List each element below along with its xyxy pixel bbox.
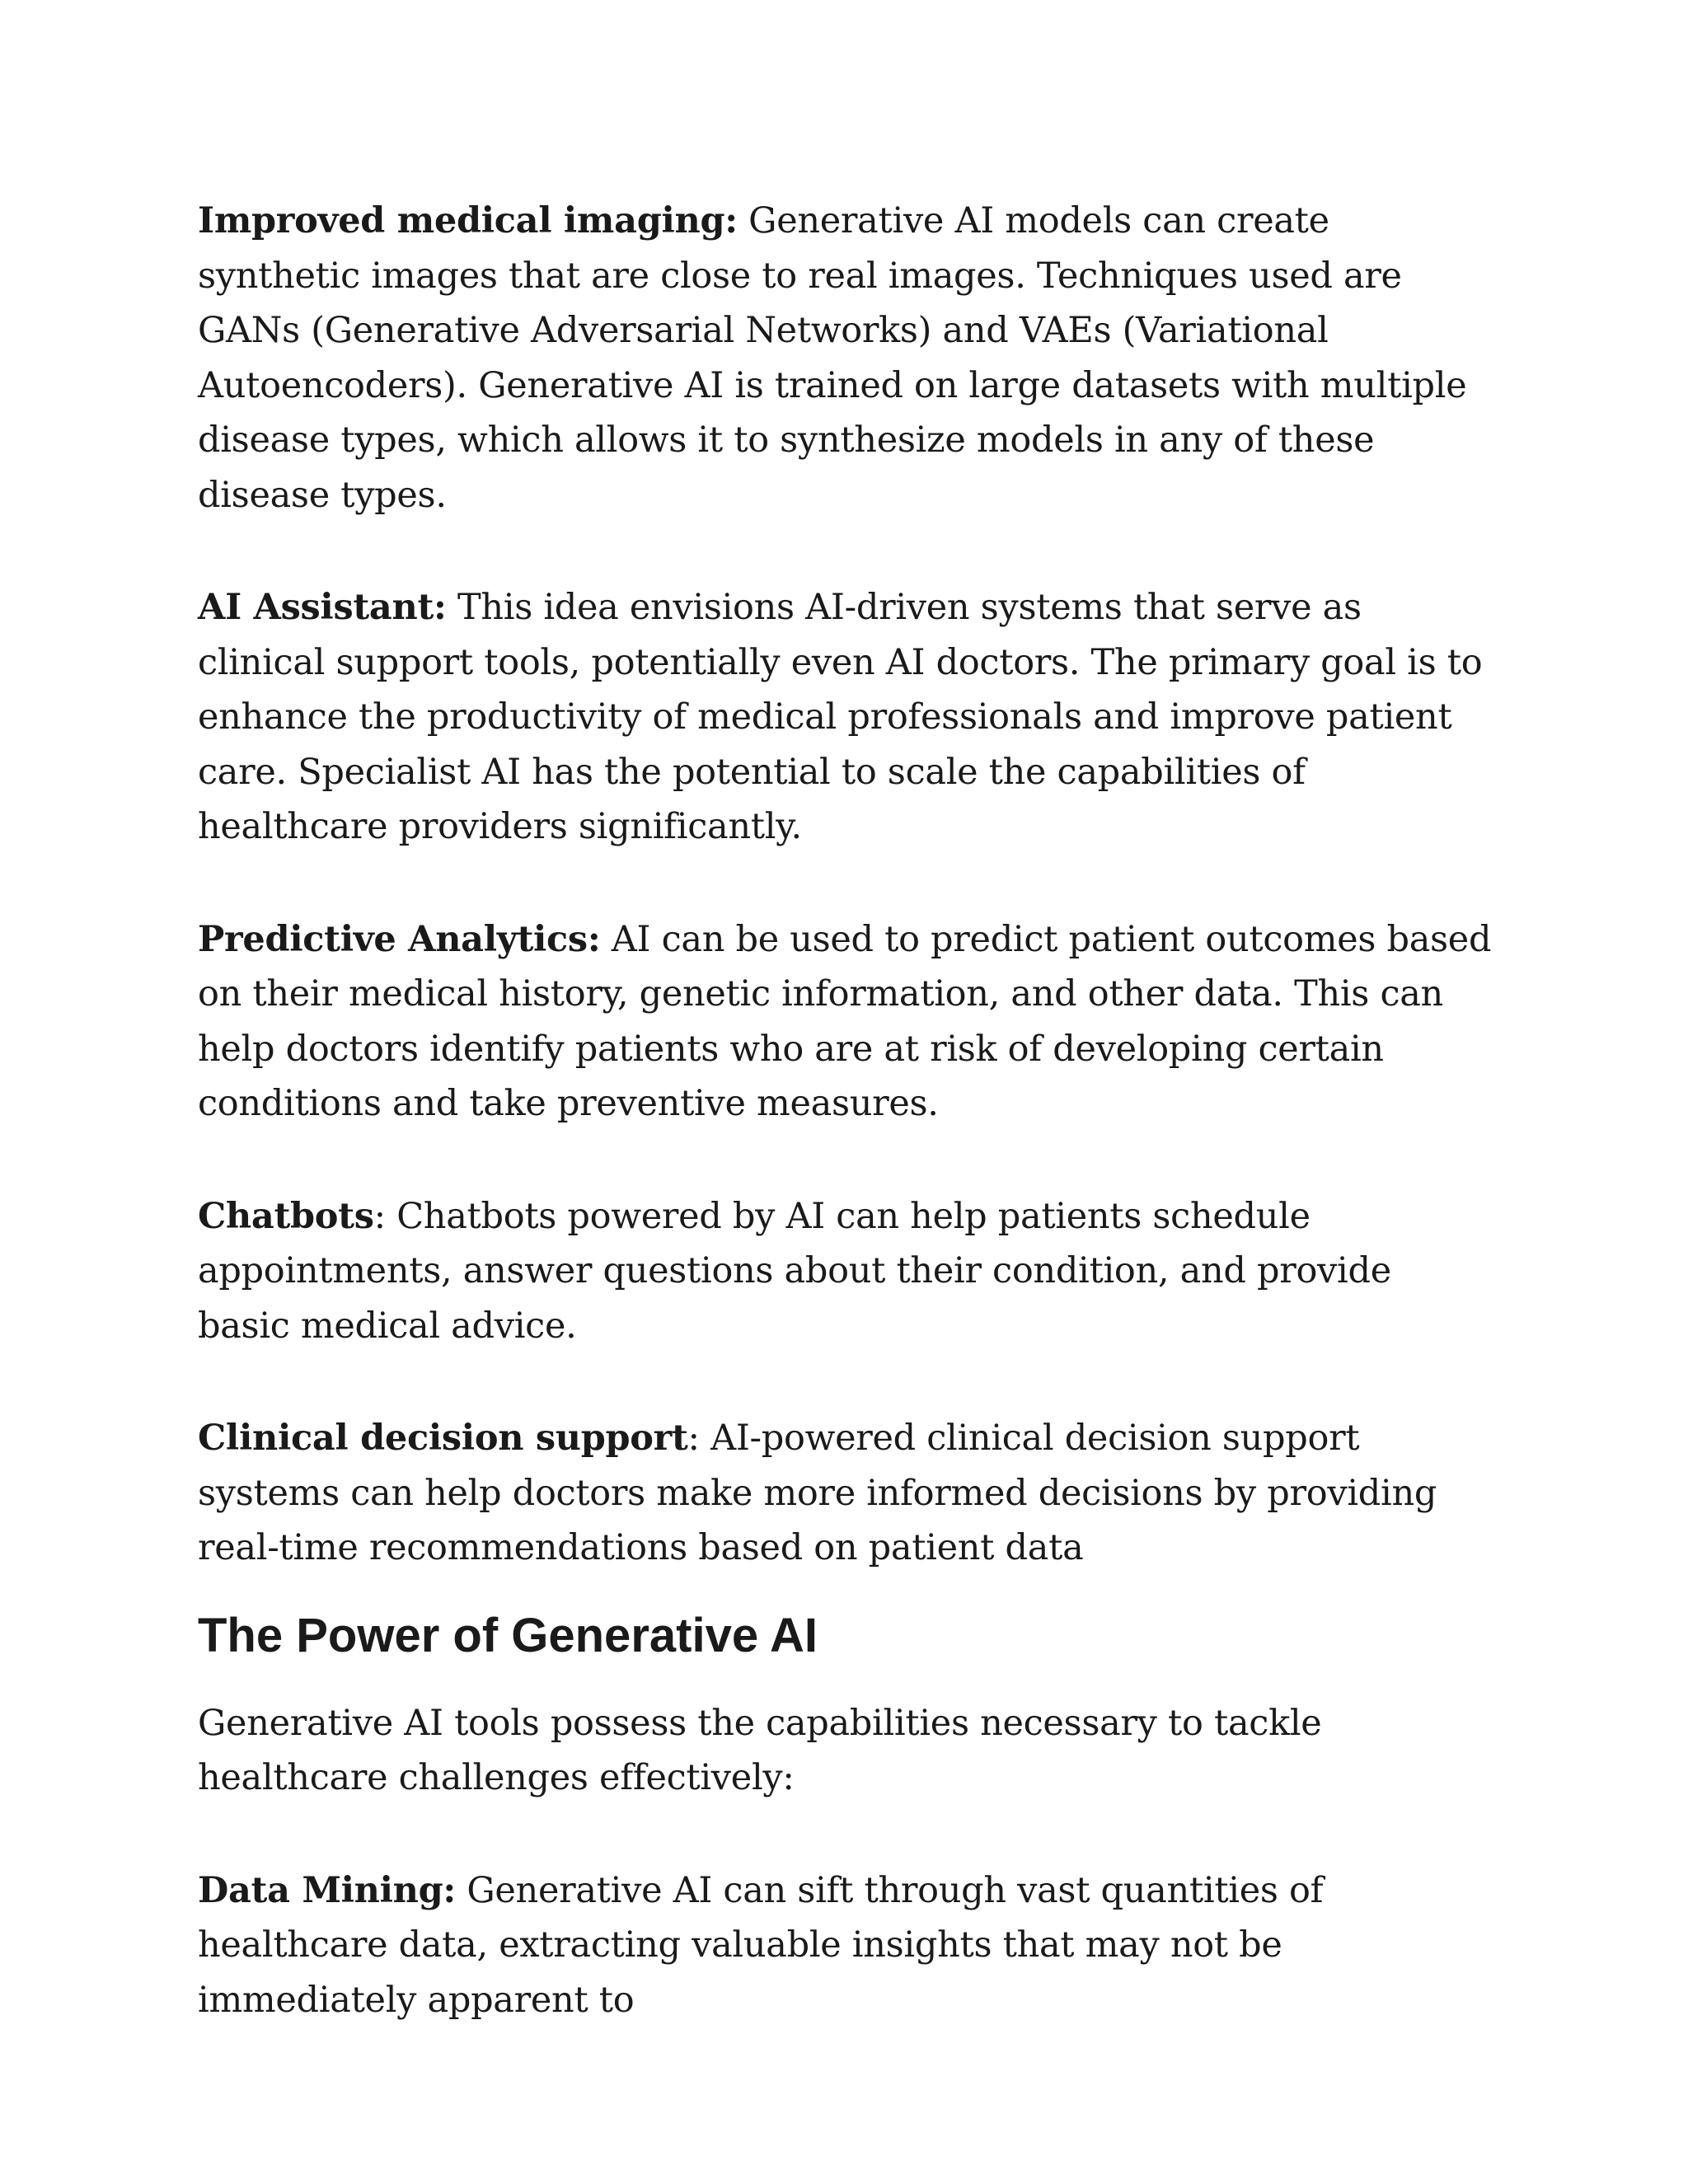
paragraph-text: This idea envisions AI-driven systems that serve as clinical support tools, potentially even AI doctors. The primary goal is to enhance the productivity of medical professionals and improve patient care. Specialist AI has the potential to scale the capabilities of healthcare providers significantly. xyxy=(198,587,1483,847)
paragraph-improved-medical-imaging xyxy=(198,194,1492,523)
paragraph-ai-assistant xyxy=(198,580,1492,855)
paragraph-term: Data Mining: xyxy=(198,1869,456,1911)
paragraph-term: Clinical decision support xyxy=(198,1418,688,1459)
paragraph-text: Generative AI can sift through vast quantities of healthcare data, extracting valuable insights that may not be immediately apparent to xyxy=(198,1869,1324,2021)
document-body xyxy=(198,194,1492,2085)
paragraph-term: Predictive Analytics: xyxy=(198,918,601,960)
section-heading: The Power of Generative AI xyxy=(198,1608,818,1662)
paragraph-term: AI Assistant: xyxy=(198,587,447,628)
paragraph-predictive-analytics xyxy=(198,912,1492,1132)
paragraph-clinical-decision-support xyxy=(198,1411,1492,1576)
section-intro: Generative AI tools possess the capabilities necessary to tackle healthcare challenges effectively: xyxy=(198,1702,1322,1798)
paragraph-term: Chatbots xyxy=(198,1195,374,1237)
paragraph-term: Improved medical imaging: xyxy=(198,200,738,241)
paragraph-data-mining xyxy=(198,1863,1492,2028)
paragraph-text: : AI-powered clinical decision support systems can help doctors make more informed decisions by providing real-time recommendations based on patient data xyxy=(198,1418,1437,1568)
paragraph-text: Generative AI models can create synthetic images that are close to real images. Techniques used are GANs (Generative Adversarial Networks) and VAEs (Variational Autoencoders). Generative AI is trained on large datasets with multiple disease types, which allows it to synthesize models in any of these disease types. xyxy=(198,200,1467,516)
paragraph-chatbots xyxy=(198,1189,1492,1354)
paragraph-text: : Chatbots powered by AI can help patients schedule appointments, answer questions about their condition, and provide basic medical advice. xyxy=(198,1195,1391,1347)
paragraph-text: AI can be used to predict patient outcomes based on their medical history, genetic information, and other data. This can help doctors identify patients who are at risk of developing certain conditions and take preventive measures. xyxy=(198,918,1492,1124)
